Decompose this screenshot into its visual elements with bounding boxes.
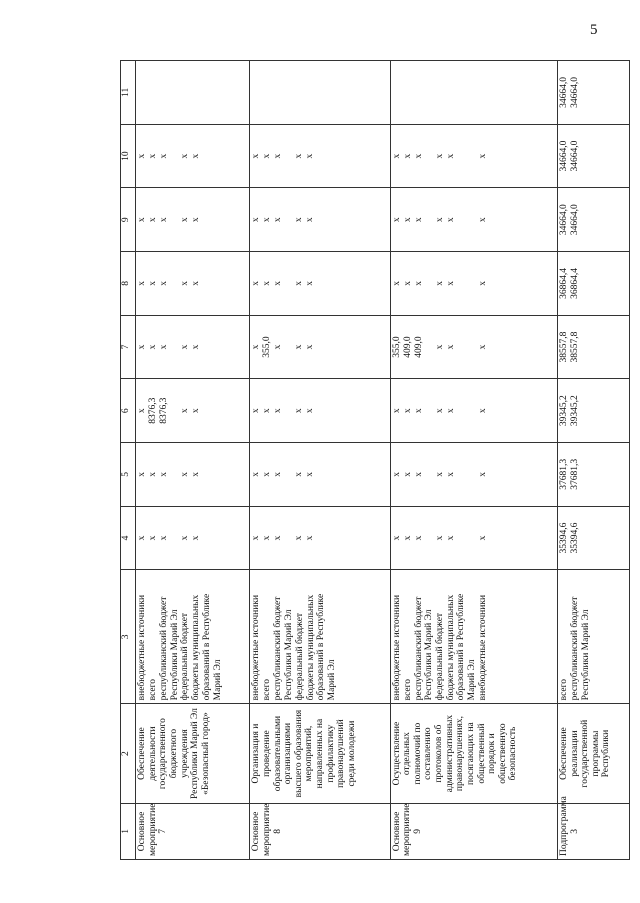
value: 35394,6 <box>558 522 569 554</box>
rotated-table-container <box>120 60 630 860</box>
value-cell <box>557 188 629 252</box>
value: х <box>251 281 262 286</box>
value: х <box>305 408 316 414</box>
value-cell <box>557 443 629 507</box>
value: х <box>294 535 305 541</box>
value: 34664,0 <box>558 76 569 108</box>
value: х <box>180 344 190 350</box>
value-cell <box>250 124 390 188</box>
activity-name: Обеспечение деятельности государственного бюджетного учреждения Республики Марий Эл «Безопасный город» <box>136 704 250 803</box>
value: х <box>251 471 262 477</box>
value-cell <box>557 315 629 379</box>
value: х <box>434 281 445 286</box>
activity-code: Основное мероприятие 7 <box>136 803 250 859</box>
value-cell <box>136 506 250 570</box>
value: х <box>434 217 445 223</box>
activity-name: Обеспечение реализации государственной программы Республики <box>557 704 629 803</box>
value: х <box>159 217 169 223</box>
value: х <box>180 281 190 286</box>
value-cell <box>557 506 629 570</box>
value-cell <box>557 61 629 125</box>
header-cell: 11 <box>121 61 136 125</box>
value <box>414 64 435 121</box>
funding-source: федеральный бюджет <box>294 612 305 701</box>
value: х <box>191 217 201 223</box>
value: х <box>137 471 147 477</box>
table-row <box>136 61 250 860</box>
value-cell <box>557 252 629 316</box>
value-cell <box>136 252 250 316</box>
value <box>191 64 223 121</box>
value: 8376,3 <box>148 397 158 424</box>
value: х <box>137 408 147 414</box>
value: х <box>413 153 424 159</box>
value: х <box>273 535 284 541</box>
value <box>435 64 446 121</box>
value: х <box>477 153 488 159</box>
value: х <box>413 217 424 223</box>
value: х <box>251 535 262 541</box>
value: х <box>180 217 190 223</box>
value-cell <box>136 61 250 125</box>
value: х <box>159 344 169 350</box>
value-cell <box>250 506 390 570</box>
value: х <box>434 344 445 350</box>
value: х <box>137 217 147 223</box>
value: х <box>402 153 413 159</box>
value: 34664,0 <box>558 140 569 172</box>
value: х <box>159 153 169 159</box>
value: х <box>402 281 413 286</box>
value: 36864,4 <box>569 267 580 299</box>
value: 34664,0 <box>569 140 580 172</box>
value: х <box>445 344 456 350</box>
value <box>294 64 305 121</box>
value: х <box>294 344 305 350</box>
value <box>180 64 191 121</box>
funding-sources <box>390 570 557 704</box>
value: 39345,2 <box>558 395 569 427</box>
value: х <box>477 344 488 350</box>
value: х <box>477 535 488 541</box>
value: х <box>159 281 169 286</box>
header-cell: 8 <box>121 252 136 316</box>
value: х <box>445 153 456 159</box>
value-cell <box>250 443 390 507</box>
funding-source: бюджеты муниципальных образований в Республике Марий Эл <box>305 593 337 701</box>
header-cell: 7 <box>121 315 136 379</box>
value: х <box>434 153 445 159</box>
value: х <box>251 153 262 159</box>
value: х <box>477 281 488 286</box>
value: х <box>180 408 190 414</box>
value: х <box>273 217 284 223</box>
header-row <box>121 61 136 860</box>
value: х <box>391 153 402 159</box>
value: 38557,8 <box>569 331 580 363</box>
budget-table <box>120 60 630 860</box>
value: х <box>191 471 201 477</box>
value: х <box>273 344 284 350</box>
value-cell <box>250 61 390 125</box>
funding-source: всего <box>402 678 413 701</box>
value: х <box>148 535 158 541</box>
value: х <box>413 281 424 286</box>
value: х <box>273 471 284 477</box>
funding-sources <box>136 570 250 704</box>
activity-name: Осуществление отдельных полномочий по составлению протоколов об административных правонарушениях, посягающих на общественный порядок и общественную безопасность <box>390 704 557 803</box>
value: х <box>180 535 190 541</box>
value: х <box>294 153 305 159</box>
value: х <box>251 217 262 223</box>
funding-sources <box>250 570 390 704</box>
value: х <box>262 217 273 223</box>
value: х <box>391 535 402 541</box>
funding-source: внебюджетные источники <box>391 594 402 701</box>
value: 355,0 <box>262 336 273 358</box>
value: х <box>148 471 158 477</box>
value: 34664,0 <box>569 204 580 236</box>
value-cell <box>136 188 250 252</box>
funding-source: федеральный бюджет <box>180 612 191 701</box>
value: х <box>413 471 424 477</box>
value <box>148 64 159 121</box>
value-cell <box>136 315 250 379</box>
funding-source: бюджеты муниципальных образований в Республике Марий Эл <box>445 593 478 701</box>
value: х <box>402 535 413 541</box>
funding-source: внебюджетные источники <box>251 594 262 701</box>
value: х <box>445 281 456 286</box>
value: 34664,0 <box>558 204 569 236</box>
funding-source: всего <box>558 678 569 701</box>
funding-source: всего <box>148 678 158 701</box>
activity-code: Подпрограмма 3 <box>557 803 629 859</box>
value: х <box>305 344 316 350</box>
value: х <box>137 535 147 541</box>
value-cell <box>390 506 557 570</box>
value: х <box>262 471 273 477</box>
value: х <box>294 408 305 414</box>
value <box>137 64 148 121</box>
value: х <box>191 153 201 159</box>
value: х <box>294 471 305 477</box>
value: х <box>137 281 147 286</box>
value-cell <box>250 379 390 443</box>
funding-source: республиканский бюджет Республики Марий Эл <box>273 596 294 701</box>
value <box>251 64 262 121</box>
value: х <box>445 535 456 541</box>
value: х <box>148 281 158 286</box>
activity-name: Организация и проведение образовательными организациями высшего образования мероприятий, направленных на профилактику правонарушений среди молодежи <box>250 704 390 803</box>
value: х <box>262 535 273 541</box>
value: 355,0 <box>391 336 402 358</box>
value: х <box>391 408 402 414</box>
value: х <box>391 217 402 223</box>
value <box>446 64 478 121</box>
value: 36864,4 <box>558 267 569 299</box>
value-cell <box>390 188 557 252</box>
value: х <box>159 535 169 541</box>
value-cell <box>390 443 557 507</box>
value-cell <box>136 379 250 443</box>
funding-sources <box>557 570 629 704</box>
value: х <box>159 471 169 477</box>
value-cell <box>250 315 390 379</box>
value: х <box>180 153 190 159</box>
header-cell: 5 <box>121 443 136 507</box>
value: х <box>137 344 147 350</box>
value: х <box>191 408 201 414</box>
value-cell <box>390 315 557 379</box>
funding-source: внебюджетные источники <box>137 594 147 701</box>
funding-source: всего <box>262 678 273 701</box>
value: х <box>434 408 445 414</box>
header-cell: 4 <box>121 506 136 570</box>
value: х <box>391 471 402 477</box>
value: 39345,2 <box>569 395 580 427</box>
value: х <box>251 344 262 350</box>
value: х <box>273 153 284 159</box>
value: х <box>402 408 413 414</box>
header-cell: 10 <box>121 124 136 188</box>
value <box>392 64 403 121</box>
value <box>305 64 337 121</box>
value <box>478 64 489 121</box>
value: х <box>445 217 456 223</box>
value: х <box>294 281 305 286</box>
value: х <box>434 535 445 541</box>
value: 8376,3 <box>159 397 169 424</box>
value: х <box>402 471 413 477</box>
value: х <box>262 153 273 159</box>
value: х <box>251 408 262 414</box>
activity-code: Основное мероприятие 8 <box>250 803 390 859</box>
value-cell <box>136 443 250 507</box>
value-cell <box>390 61 557 125</box>
value: 37681,3 <box>558 458 569 490</box>
value-cell <box>390 252 557 316</box>
value-cell <box>557 379 629 443</box>
value: х <box>273 281 284 286</box>
value: х <box>305 535 316 541</box>
value: х <box>391 281 402 286</box>
value: х <box>262 281 273 286</box>
value: х <box>305 281 316 286</box>
value: х <box>262 408 273 414</box>
value: х <box>180 471 190 477</box>
value-cell <box>136 124 250 188</box>
value: х <box>305 153 316 159</box>
value: 34664,0 <box>569 76 580 108</box>
value: х <box>137 153 147 159</box>
activity-code: Основное мероприятие 9 <box>390 803 557 859</box>
value: 35394,6 <box>569 522 580 554</box>
value: 37681,3 <box>569 458 580 490</box>
value: х <box>191 344 201 350</box>
value: х <box>477 471 488 477</box>
value: х <box>148 344 158 350</box>
value: х <box>148 153 158 159</box>
table-row <box>557 61 629 860</box>
page-number: 5 <box>590 22 598 38</box>
value: х <box>148 217 158 223</box>
value: х <box>191 535 201 541</box>
funding-source: республиканский бюджет Республики Марий Эл <box>413 596 435 701</box>
value <box>403 64 414 121</box>
value: х <box>413 535 424 541</box>
header-cell: 3 <box>121 570 136 704</box>
value: 409,0 <box>402 336 413 358</box>
funding-source: республиканский бюджет Республики Марий Эл <box>569 596 591 701</box>
table-row <box>250 61 390 860</box>
table-row <box>390 61 557 860</box>
value: х <box>445 408 456 414</box>
value: х <box>434 471 445 477</box>
value <box>159 64 180 121</box>
value: х <box>402 217 413 223</box>
value-cell <box>557 124 629 188</box>
header-cell: 1 <box>121 803 136 859</box>
value: х <box>273 408 284 414</box>
value: 409,0 <box>413 336 424 358</box>
value: х <box>191 281 201 286</box>
value-cell <box>250 252 390 316</box>
value: х <box>294 217 305 223</box>
value <box>262 64 273 121</box>
value-cell <box>250 188 390 252</box>
funding-source: внебюджетные источники <box>477 594 488 701</box>
header-cell: 9 <box>121 188 136 252</box>
value: 38557,8 <box>558 331 569 363</box>
value <box>273 64 294 121</box>
header-cell: 6 <box>121 379 136 443</box>
value: х <box>305 471 316 477</box>
value-cell <box>390 124 557 188</box>
funding-source: республиканский бюджет Республики Марий Эл <box>159 596 180 701</box>
value-cell <box>390 379 557 443</box>
funding-source: бюджеты муниципальных образований в Республике Марий Эл <box>191 593 223 701</box>
funding-source: федеральный бюджет <box>434 612 445 701</box>
value: х <box>477 217 488 223</box>
value: х <box>445 471 456 477</box>
value: х <box>477 408 488 414</box>
header-cell: 2 <box>121 704 136 803</box>
value: х <box>413 408 424 414</box>
value: х <box>305 217 316 223</box>
